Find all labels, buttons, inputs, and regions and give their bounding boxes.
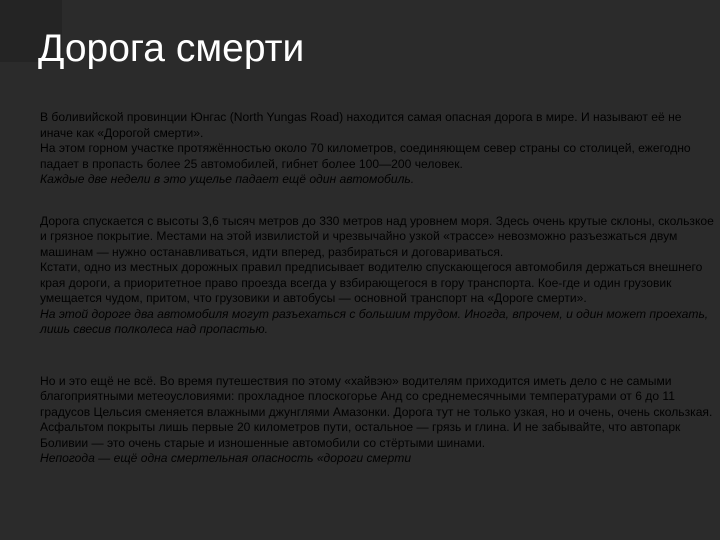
- paragraph-intro: В боливийской провинции Юнгас (North Yungas Road) находится самая опасная дорога в мире. И называют её не иначе как «Дорогой смерти».: [40, 110, 682, 140]
- paragraph-descent: Дорога спускается с высоты 3,6 тысяч метров до 330 метров над уровнем моря. Здесь очень крутые склоны, скользкое и грязное покрытие. Местами на этой извилистой и чрезвычайно узкой «трассе» невозможно разъезжаться двум машинам — нужно останавливаться, идти вперед, разбираться и договариваться.: [40, 213, 714, 259]
- paragraph-weekly-fact: Каждые две недели в это ущелье падает ещё один автомобиль.: [40, 172, 415, 186]
- paragraph-conclusion: Непогода — ещё одна смертельная опасность «дороги смерти: [40, 451, 412, 465]
- slide-title: Дорога смерти: [38, 27, 305, 70]
- paragraph-stats: На этом горном участке протяжённостью около 70 километров, соединяющем север страны со столицей, ежегодно падает в пропасть более 25 автомобилей, гибнет более 100—200 человек.: [40, 141, 691, 171]
- paragraph-weather: Но и это ещё не всё. Во время путешествия по этому «хайвэю» водителям приходится иметь дело с не самыми благоприятными метеоусловиями: прохладное плоскогорье Анд со среднемесячными температурами от 6 до 11 градусов Цельсия сменяется влажными джунглями Амазонки. Дорога тут не только узкая, но и очень, очень скользкая. Асфальтом покрыты лишь первые 20 километров пути, остальное — грязь и глина. И не забывайте, что автопарк Боливии — это очень старые и изношенные автомобили со стёртыми шинами.: [40, 373, 713, 450]
- paragraph-traffic-rule: Кстати, одно из местных дорожных правил предписывает водителю спускающегося автомобиля держаться внешнего края дороги, а приоритетное право проезда всегда у взбирающегося в гору транспорта. Кое-где и один грузовик умещается чудом, притом, что грузовики и автобусы — основной транспорт на «Дороге смерти».: [40, 260, 703, 305]
- paragraph-passing: На этой дороге два автомобиля могут разъехаться с большим трудом. Иногда, впрочем, и один может проехать, лишь свесив полколеса над пропастью.: [40, 306, 709, 336]
- spacer: [40, 338, 716, 374]
- slide-body: [40, 110, 716, 467]
- spacer: [40, 188, 716, 214]
